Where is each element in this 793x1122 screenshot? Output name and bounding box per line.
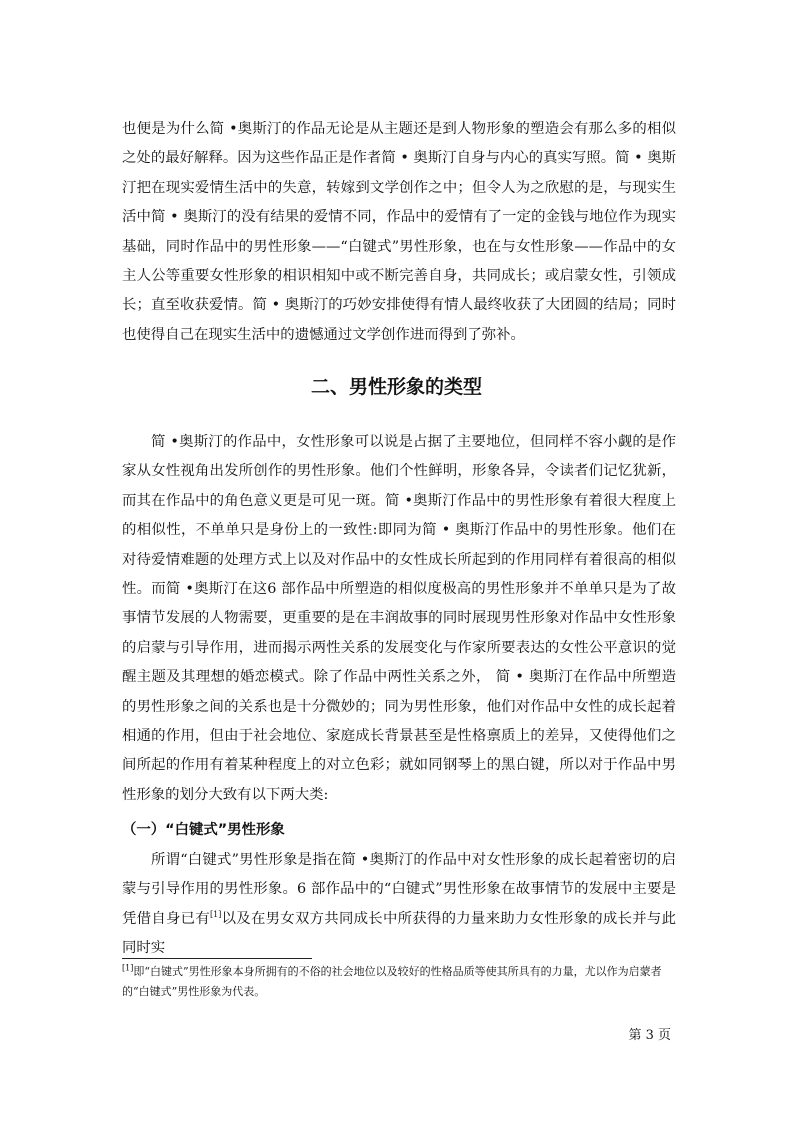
page-number: 第 3 页 bbox=[628, 1028, 671, 1043]
footnote-text: 即“白键式”男性形象本身所拥有的不俗的社会地位以及较好的性格品质等使其所具有的力量，尤以作为启蒙者的“白键式”男性形象为代表。 bbox=[122, 965, 662, 998]
paragraph-text: 所谓“白键式”男性形象是指在简 •奥斯汀的作品中对女性形象的成长起着密切的启蒙与引导作用的男性形象。6 部作品中的“白键式”男性形象在故事情节的发展中主要是凭借自身已有 bbox=[122, 852, 676, 927]
body-paragraph bbox=[122, 846, 676, 964]
paragraph-text: 以及在男女双方共同成长中所获得的力量来助力女性形象的成长并与此同时实 bbox=[122, 910, 676, 957]
body-paragraph: 简 •奥斯汀的作品中，女性形象可以说是占据了主要地位，但同样不容小觑的是作家从女性视角出发所创作的男性形象。他们个性鲜明，形象各异，令读者们记忆犹新，而其在作品中的角色意义更是可见一斑。简 •奥斯汀作品中的男性形象有着很大程度上的相似性，不单单只是身份上的一致性:即同为简 • 奥斯汀作品中的男性形象。他们在对待爱情难题的处理方式上以及对作品中的女性成长所起到的作用同样有着很高的相似性。而简 •奥斯汀在这6 部作品中所塑造的相似度极高的男性形象并不单单只是为了故事情节发展的人物需要，更重要的是在丰润故事的同时展现男性形象对作品中女性形象的启蒙与引导作用，进而揭示两性关系的发展变化与作家所要表达的女性公平意识的觉醒主题及其理想的婚恋模式。除了作品中两性关系之外， 简 • 奥斯汀在作品中所塑造的男性形象之间的关系也是十分微妙的；同为男性形象，他们对作品中女性的成长起着相通的作用，但由于社会地位、家庭成长背景甚至是性格禀质上的差异，又使得他们之间所起的作用有着某种程度上的对立色彩；就如同钢琴上的黑白键，所以对于作品中男性形象的划分大致有以下两大类: bbox=[122, 434, 676, 803]
subsection-heading: （一）“白键式”男性形象 bbox=[122, 822, 285, 838]
footnote-reference: [1] bbox=[210, 910, 222, 920]
section-heading: 二、男性形象的类型 bbox=[310, 376, 482, 398]
footnote bbox=[122, 962, 676, 1002]
footnote-divider bbox=[122, 958, 312, 959]
footnote-marker: [1] bbox=[122, 963, 134, 973]
body-paragraph: 也便是为什么简 •奥斯汀的作品无论是从主题还是到人物形象的塑造会有那么多的相似之处的最好解释。因为这些作品正是作者简 • 奥斯汀自身与内心的真实写照。简 • 奥斯汀把在现实爱情生活中的失意，转嫁到文学创作之中；但令人为之欣慰的是，与现实生活中简 • 奥斯汀的没有结果的爱情不同，作品中的爱情有了一定的金钱与地位作为现实基础，同时作品中的男性形象——“白键式”男性形象，也在与女性形象——作品中的女主人公等重要女性形象的相识相知中或不断完善自身，共同成长；或启蒙女性，引领成长；直至收获爱情。简 • 奥斯汀的巧妙安排使得有情人最终收获了大团圆的结局；同时也使得自己在现实生活中的遗憾通过文学创作进而得到了弥补。 bbox=[122, 121, 676, 343]
